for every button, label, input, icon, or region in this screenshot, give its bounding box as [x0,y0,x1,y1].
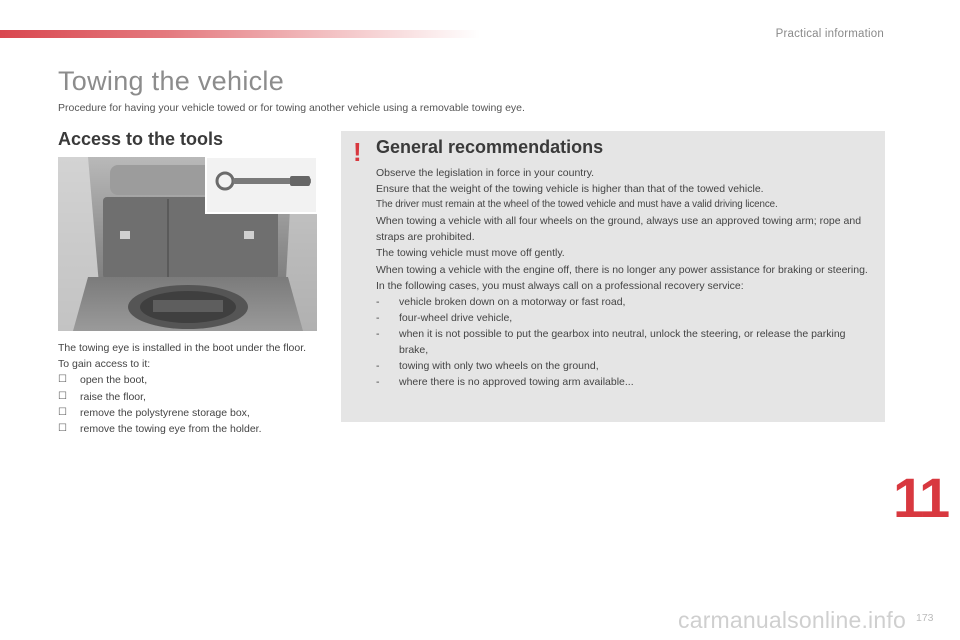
list-item: ☐ raise the floor, [58,389,308,405]
page-title: Towing the vehicle [58,66,285,96]
recommendation-paragraph: The driver must remain at the wheel of the towed vehicle and must have a valid driving licence. [376,199,778,211]
recommendation-paragraph: The towing vehicle must move off gently. [376,247,565,260]
page-intro: Procedure for having your vehicle towed or for towing another vehicle using a removable towing eye. [58,102,525,114]
recommendations-body [376,165,871,390]
recommendation-paragraph: When towing a vehicle with all four wheels on the ground, always use an approved towing arm; rope and straps are prohibited. [376,215,862,244]
recommendation-paragraph: When towing a vehicle with the engine off, there is no longer any power assistance for braking or steering. [376,263,868,276]
watermark: carmanualsonline.info [678,607,906,633]
list-item: - vehicle broken down on a motorway or fast road, [376,295,626,308]
boot-towing-eye-photo [58,157,317,331]
checkbox-icon: ☐ [58,406,67,418]
recommendation-paragraph: In the following cases, you must always call on a professional recovery service: [376,279,744,292]
checkbox-icon: ☐ [58,374,67,386]
access-steps-list [58,372,308,437]
list-item: - four-wheel drive vehicle, [376,311,513,324]
warning-icon: ! [353,137,362,167]
boot-photo-illustration [58,157,317,331]
access-instructions [58,340,308,437]
list-item: ☐ remove the towing eye from the holder. [58,421,308,437]
header-accent-bar [0,30,480,38]
recommendation-paragraph: Observe the legislation in force in your country. [376,167,595,179]
list-item: - where there is no approved towing arm available... [376,376,634,389]
access-paragraph: The towing eye is installed in the boot under the floor. [58,342,307,354]
section-label: Practical information [775,28,884,40]
access-paragraph: To gain access to it: [58,358,151,371]
access-tools-heading: Access to the tools [58,129,224,149]
list-item: ☐ remove the polystyrene storage box, [58,405,308,421]
list-item: ☐ open the boot, [58,372,308,388]
recommendation-paragraph: Ensure that the weight of the towing vehicle is higher than that of the towed vehicle. [376,183,764,196]
chapter-number: 11 [893,466,949,529]
checkbox-icon: ☐ [58,423,67,435]
checkbox-icon: ☐ [58,390,67,402]
recommendations-heading: General recommendations [376,137,604,157]
page-number: 173 [916,612,934,624]
general-recommendations-box [341,131,885,422]
recovery-cases-list [376,294,871,391]
list-item: - towing with only two wheels on the ground, [376,360,599,373]
list-item: - when it is not possible to put the gearbox into neutral, unlock the steering, or release the parking brake, [376,327,846,357]
